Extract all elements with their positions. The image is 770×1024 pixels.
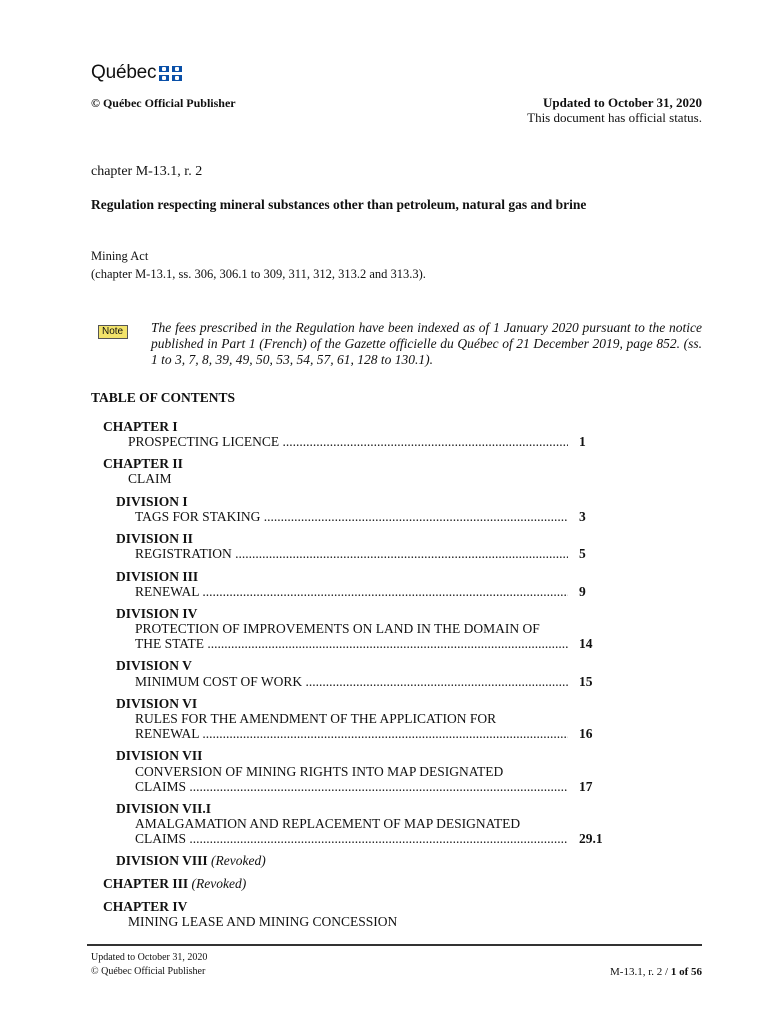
- toc-division-4[interactable]: DIVISION IV: [116, 606, 198, 621]
- toc-entry-minimum-cost[interactable]: [135, 674, 602, 690]
- toc-division-1[interactable]: DIVISION I: [116, 494, 188, 509]
- logo-text: Québec: [91, 62, 157, 83]
- toc-division-7[interactable]: DIVISION VII: [116, 748, 203, 763]
- toc-division-5[interactable]: DIVISION V: [116, 658, 192, 673]
- toc-entry-amalgamation[interactable]: [135, 831, 602, 847]
- toc-page-number: 17: [579, 779, 593, 794]
- toc-chapter-3[interactable]: [103, 876, 246, 892]
- updated-date: Updated to October 31, 2020: [542, 95, 702, 110]
- toc-entry-text: REGISTRATION .....: [135, 546, 568, 562]
- toc-entry-text: CLAIMS .....: [135, 779, 568, 795]
- toc-division-7-1[interactable]: DIVISION VII.I: [116, 801, 212, 816]
- footer-publisher: © Québec Official Publisher: [91, 966, 206, 977]
- fleur-de-lis-flag-icon: [159, 66, 182, 81]
- footer-page-info: [610, 966, 702, 978]
- toc-entry-protection-of-improvements[interactable]: [135, 636, 602, 652]
- toc-division-3[interactable]: DIVISION III: [116, 569, 199, 584]
- toc-heading-text: CHAPTER III: [103, 876, 189, 891]
- toc-entry-text: THE STATE .....: [135, 636, 568, 652]
- toc-entry-registration[interactable]: [135, 546, 602, 562]
- enabling-act: Mining Act: [91, 249, 149, 263]
- toc-entry-conversion[interactable]: [135, 779, 602, 795]
- toc-page-number: 3: [579, 509, 586, 524]
- toc-division-2[interactable]: DIVISION II: [116, 531, 193, 546]
- toc-entry-prospecting-licence[interactable]: [128, 434, 602, 450]
- toc-chapter-4[interactable]: CHAPTER IV: [103, 899, 188, 914]
- toc-entry-rules-for-amendment[interactable]: [135, 726, 602, 742]
- toc-page-number: 9: [579, 584, 586, 599]
- official-status: This document has official status.: [527, 110, 702, 125]
- toc-entry-line[interactable]: AMALGAMATION AND REPLACEMENT OF MAP DESIGNATED: [135, 816, 521, 831]
- toc-entry-text: RENEWAL .....: [135, 584, 568, 600]
- note-text: The fees prescribed in the Regulation have been indexed as of 1 January 2020 pursuant to the notice published in Part 1 (French) of the Gazette officielle du Québec of 21 December 2019, page 852. (ss. 1 to 3, 7, 8, 39, 49, 50, 53, 54, 57, 61, 128 to 130.1).: [151, 320, 702, 367]
- toc-page-number: 15: [579, 674, 593, 689]
- toc-chapter-4-title[interactable]: MINING LEASE AND MINING CONCESSION: [128, 914, 398, 929]
- toc-title: TABLE OF CONTENTS: [91, 390, 236, 405]
- footer-doc-ref: M-13.1, r. 2 /: [610, 966, 669, 978]
- toc-entry-line[interactable]: PROTECTION OF IMPROVEMENTS ON LAND IN THE DOMAIN OF: [135, 621, 540, 636]
- toc-entry-tags-for-staking[interactable]: [135, 509, 602, 525]
- toc-page-number: 5: [579, 546, 586, 561]
- note-icon[interactable]: Note: [98, 325, 128, 339]
- footer-divider: [87, 944, 702, 946]
- toc-entry-text: PROSPECTING LICENCE .....: [128, 434, 568, 450]
- toc-entry-line[interactable]: CONVERSION OF MINING RIGHTS INTO MAP DESIGNATED: [135, 764, 504, 779]
- toc-entry-renewal[interactable]: [135, 584, 602, 600]
- toc-division-6[interactable]: DIVISION VI: [116, 696, 198, 711]
- revoked-label: (Revoked): [211, 853, 266, 868]
- toc-page-number: 16: [579, 726, 593, 741]
- act-sections: (chapter M-13.1, ss. 306, 306.1 to 309, 311, 312, 313.2 and 313.3).: [91, 267, 426, 281]
- toc-division-8[interactable]: [116, 853, 266, 869]
- toc-entry-text: CLAIMS .....: [135, 831, 568, 847]
- publisher-line: © Québec Official Publisher: [91, 96, 236, 110]
- chapter-reference: chapter M-13.1, r. 2: [91, 164, 203, 179]
- quebec-logo: [91, 62, 182, 84]
- toc-entry-text: RENEWAL .....: [135, 726, 568, 742]
- toc-entry-text: MINIMUM COST OF WORK .....: [135, 674, 568, 690]
- toc-entry-line[interactable]: RULES FOR THE AMENDMENT OF THE APPLICATION FOR: [135, 711, 497, 726]
- toc-entry-text: TAGS FOR STAKING .....: [135, 509, 568, 525]
- toc-page-number: 1: [579, 434, 586, 449]
- toc-heading-text: DIVISION VIII: [116, 853, 208, 868]
- footer-updated: Updated to October 31, 2020: [91, 952, 208, 963]
- footer-page-number: 1 of 56: [670, 966, 702, 978]
- toc-page-number: 29.1: [579, 831, 603, 846]
- regulation-title: Regulation respecting mineral substances other than petroleum, natural gas and brine: [91, 197, 587, 212]
- toc-chapter-1[interactable]: CHAPTER I: [103, 419, 178, 434]
- toc-chapter-2[interactable]: CHAPTER II: [103, 456, 183, 471]
- toc-page-number: 14: [579, 636, 593, 651]
- revoked-label: (Revoked): [191, 876, 247, 891]
- toc-chapter-2-title[interactable]: CLAIM: [128, 471, 172, 486]
